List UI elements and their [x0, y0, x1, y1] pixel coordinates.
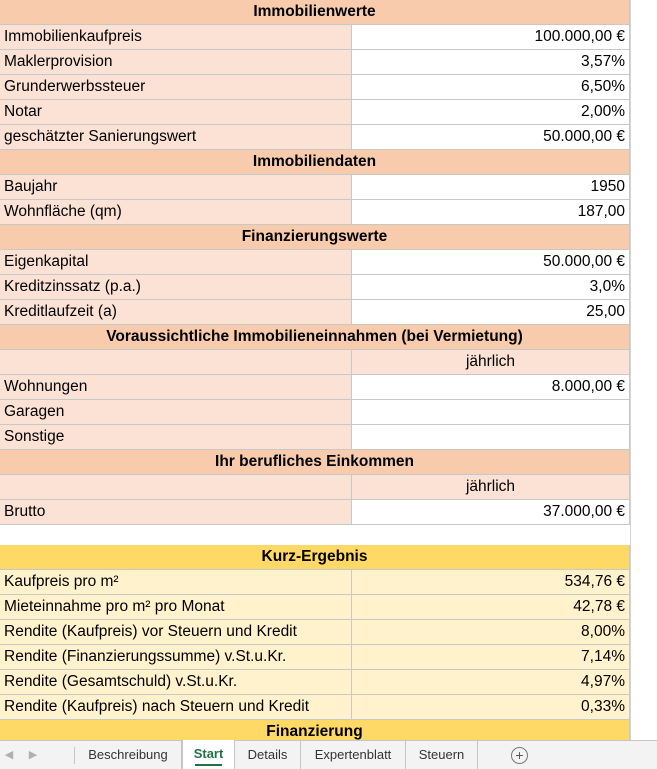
label-cell[interactable] [0, 350, 352, 375]
label-cell[interactable]: Eigenkapital [0, 250, 352, 275]
label-cell[interactable]: Immobilienkaufpreis [0, 25, 352, 50]
table-row [0, 100, 630, 125]
table-row [0, 275, 630, 300]
label-cell[interactable]: Wohnungen [0, 375, 352, 400]
label-cell[interactable]: geschätzter Sanierungswert [0, 125, 352, 150]
value-cell[interactable]: 6,50% [352, 75, 630, 100]
tab-steuern[interactable]: Steuern [406, 741, 478, 769]
table-row [0, 300, 630, 325]
value-cell[interactable]: 3,0% [352, 275, 630, 300]
tab-expertenblatt[interactable]: Expertenblatt [301, 741, 406, 769]
table-row [0, 475, 630, 500]
label-cell[interactable]: Brutto [0, 500, 352, 525]
label-cell[interactable]: Grunderwerbssteuer [0, 75, 352, 100]
value-cell[interactable]: 534,76 € [352, 570, 630, 595]
table-row [0, 695, 630, 720]
label-cell[interactable]: Baujahr [0, 175, 352, 200]
table-row [0, 595, 630, 620]
table-row [0, 25, 630, 50]
table-row [0, 570, 630, 595]
label-cell[interactable]: Sonstige [0, 425, 352, 450]
chevron-left-icon[interactable]: ◀ [4, 749, 14, 761]
table-row [0, 125, 630, 150]
column-subheader[interactable]: jährlich [352, 350, 630, 375]
label-cell[interactable]: Kreditzinssatz (p.a.) [0, 275, 352, 300]
value-cell[interactable]: 0,33% [352, 695, 630, 720]
table-row [0, 400, 630, 425]
label-cell[interactable]: Garagen [0, 400, 352, 425]
value-cell[interactable]: 4,97% [352, 670, 630, 695]
table-row [0, 670, 630, 695]
value-cell[interactable]: 2,00% [352, 100, 630, 125]
value-cell[interactable]: 50.000,00 € [352, 125, 630, 150]
value-cell[interactable] [352, 400, 630, 425]
section-header-einkommen[interactable]: Ihr berufliches Einkommen [0, 450, 630, 475]
table-row [0, 75, 630, 100]
table-row [0, 200, 630, 225]
value-cell[interactable]: 8,00% [352, 620, 630, 645]
value-cell[interactable]: 100.000,00 € [352, 25, 630, 50]
table-row [0, 350, 630, 375]
plus-circle-icon[interactable]: + [511, 747, 528, 764]
label-cell[interactable]: Rendite (Finanzierungssumme) v.St.u.Kr. [0, 645, 352, 670]
value-cell[interactable]: 3,57% [352, 50, 630, 75]
label-cell[interactable]: Rendite (Kaufpreis) nach Steuern und Kredit [0, 695, 352, 720]
value-cell[interactable]: 8.000,00 € [352, 375, 630, 400]
table-row [0, 175, 630, 200]
table-row [0, 620, 630, 645]
value-cell[interactable]: 37.000,00 € [352, 500, 630, 525]
section-header-einnahmen[interactable]: Voraussichtliche Immobilieneinnahmen (bei Vermietung) [0, 325, 630, 350]
label-cell[interactable]: Rendite (Kaufpreis) vor Steuern und Kredit [0, 620, 352, 645]
value-cell[interactable]: 25,00 [352, 300, 630, 325]
table-row [0, 250, 630, 275]
table-row [0, 375, 630, 400]
tab-details[interactable]: Details [235, 741, 301, 769]
label-cell[interactable]: Mieteinnahme pro m² pro Monat [0, 595, 352, 620]
value-cell[interactable]: 1950 [352, 175, 630, 200]
column-subheader[interactable]: jährlich [352, 475, 630, 500]
table-row [0, 500, 630, 525]
section-header-finanzierungswerte[interactable]: Finanzierungswerte [0, 225, 630, 250]
value-cell[interactable]: 187,00 [352, 200, 630, 225]
label-cell[interactable]: Wohnfläche (qm) [0, 200, 352, 225]
chevron-right-icon[interactable]: ▶ [28, 749, 38, 761]
value-cell[interactable]: 7,14% [352, 645, 630, 670]
table-row [0, 645, 630, 670]
column-h-edge[interactable] [630, 0, 657, 740]
section-header-finanzierung[interactable]: Finanzierung [0, 720, 630, 740]
table-row [0, 425, 630, 450]
sheet-tab-bar [0, 740, 657, 769]
label-cell[interactable]: Notar [0, 100, 352, 125]
label-cell[interactable]: Kreditlaufzeit (a) [0, 300, 352, 325]
table-row [0, 50, 630, 75]
tab-start[interactable]: Start [182, 740, 235, 769]
value-cell[interactable]: 42,78 € [352, 595, 630, 620]
label-cell[interactable]: Rendite (Gesamtschuld) v.St.u.Kr. [0, 670, 352, 695]
value-cell[interactable] [352, 425, 630, 450]
section-header-kurzergebnis[interactable]: Kurz-Ergebnis [0, 545, 630, 570]
value-cell[interactable]: 50.000,00 € [352, 250, 630, 275]
tab-beschreibung[interactable]: Beschreibung [75, 741, 182, 769]
label-cell[interactable] [0, 475, 352, 500]
section-header-immobiliendaten[interactable]: Immobiliendaten [0, 150, 630, 175]
label-cell[interactable]: Kaufpreis pro m² [0, 570, 352, 595]
label-cell[interactable]: Maklerprovision [0, 50, 352, 75]
section-header-immobilienwerte[interactable]: Immobilienwerte [0, 0, 630, 25]
